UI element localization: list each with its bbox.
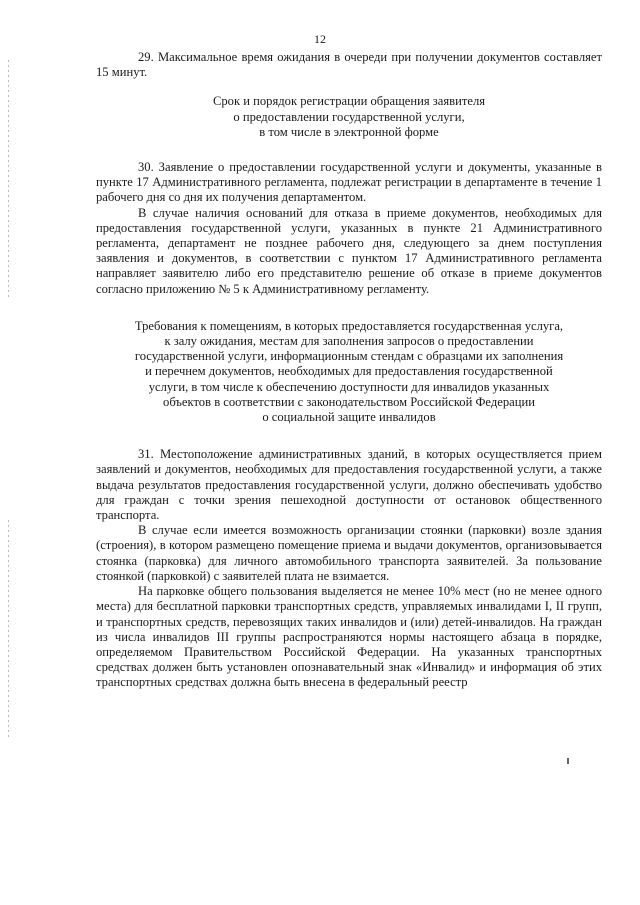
paragraph-31-parking: В случае если имеется возможность организации стоянки (парковки) возле здания (строения), в котором размещено помещение приема и выдачи документов, организовывается стоянка (парковка) для личного автомобильного транспорта заявителей. За пользование стоянкой (парковкой) с заявителей плата не взимается.	[96, 523, 602, 583]
heading-line: о социальной защите инвалидов	[262, 410, 436, 425]
heading-line: и перечнем документов, необходимых для предоставления государственной	[145, 364, 553, 379]
paragraph-31: 31. Местоположение административных зданий, в которых осуществляется прием заявлений и документов, необходимых для предоставления государственной услуги, а также выдача результатов предоставления государственной услуги, должно обеспечивать удобство для граждан с точки зрения пешеходной доступности от остановок общественного транспорта.	[96, 447, 602, 523]
section-heading-registration	[96, 94, 602, 140]
heading-line: в том числе в электронной форме	[259, 124, 439, 139]
heading-line: к залу ожидания, местам для заполнения запросов о предоставлении	[164, 334, 534, 349]
paragraph-31-disabled-parking: На парковке общего пользования выделяется не менее 10% мест (но не менее одного места) для бесплатной парковки транспортных средств, управляемых инвалидами I, II групп, и транспортных средств, перевозящих таких инвалидов и (или) детей-инвалидов. На граждан из числа инвалидов III группы распространяются нормы настоящего абзаца в порядке, определяемом Правительством Российской Федерации. На указанных транспортных средствах должен быть установлен опознавательный знак «Инвалид» и информация об этих транспортных средствах должна быть внесена в федеральный реестр	[96, 584, 602, 690]
heading-line: государственной услуги, информационным стендам с образцами их заполнения	[134, 349, 564, 364]
heading-line: о предоставлении государственной услуги,	[233, 109, 465, 124]
heading-line: Срок и порядок регистрации обращения заявителя	[212, 94, 486, 109]
paragraph-30-refusal: В случае наличия оснований для отказа в приеме документов, необходимых для предоставления государственной услуги, указанных в пункте 21 Административного регламента, департамент не позднее рабочего дня, следующего за днем поступления заявления и документов, в соответствии с пунктом 17 Административного регламента направляет заявителю либо его представителю решение об отказе в приеме документов согласно приложению № 5 к Административному регламенту.	[96, 205, 602, 296]
section-heading-premises	[96, 319, 602, 425]
paragraph-29: 29. Максимальное время ожидания в очереди при получении документов составляет 15 минут.	[96, 50, 602, 80]
heading-line: Требования к помещениям, в которых предоставляется государственная услуга,	[134, 318, 564, 333]
paragraph-30: 30. Заявление о предоставлении государственной услуги и документы, указанные в пункте 17 Административного регламента, подлежат регистрации в департаменте в течение 1 рабочего дня со дня их получения департаментом.	[96, 160, 602, 205]
heading-line: услуги, в том числе к обеспечению доступности для инвалидов указанных	[148, 379, 550, 394]
heading-line: объектов в соответствии с законодательством Российской Федерации	[163, 394, 535, 409]
scan-speck	[567, 758, 569, 764]
scan-edge-mark	[8, 60, 9, 300]
scan-edge-mark	[8, 520, 9, 740]
document-body	[96, 50, 602, 691]
page-number: 12	[314, 32, 326, 46]
spacer	[96, 297, 602, 319]
